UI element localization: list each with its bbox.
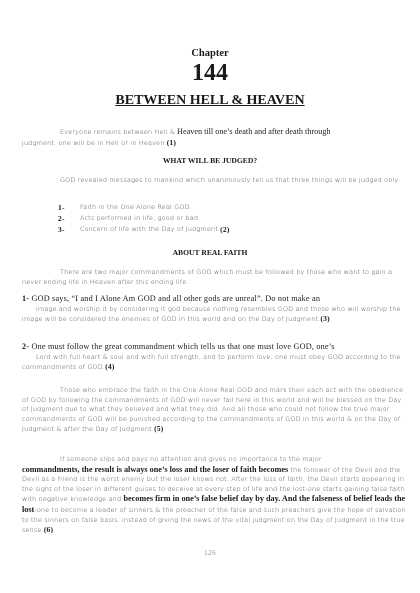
chapter-number: 144	[192, 60, 228, 86]
judged-list	[58, 203, 388, 236]
point-2-rest: Lord with full heart & soul and with full strength, and to perform love, one must obey GOD according to the commandments of GOD.	[22, 352, 401, 372]
intro-serif-text: Heaven till one’s death and after death through	[175, 127, 331, 136]
obedience-ref: (5)	[154, 424, 164, 434]
obedience-paragraph	[22, 386, 406, 435]
list-item: 1- Faith in the One Alone Real GOD.	[58, 203, 193, 212]
point-1	[22, 294, 408, 325]
intro-ref: (1)	[166, 137, 177, 147]
section-heading-judged: WHAT WILL BE JUDGED?	[162, 156, 258, 165]
faith-paragraph	[22, 268, 406, 287]
point-1-label: 1-	[22, 294, 30, 303]
page-number: 126	[203, 550, 217, 557]
intro-thin-text: Everyone remains between Hell &	[60, 128, 175, 136]
section-heading-faith: ABOUT REAL FAITH	[172, 248, 248, 257]
intro-rest-text: judgment, one will be in Hell or in Heaven.	[22, 138, 167, 147]
point-2-label: 2-	[22, 342, 30, 351]
slips-paragraph: If someone slips and pays no attention and gives no importance to the major commandments, the result is always one’s loss and the loser of faith becomes the follower of the Devil and the Devil as a friend is the worst enemy but the loser knows not. After the loss of faith, the Devil starts appearing in the sight of the loser in different guises to deceive at every step of life and the lost-one starts gaining false faith with negative knowledge and becomes firm in one’s false belief day by day. And the falseness of belief leads the lost-one to become a leader of sinners & the preacher of the false and such preachers give the hope of salvation to the sinners on false basis, instead of giving the news of the vital judgment on the Day of Judgment in the true sense.(6)	[22, 455, 406, 535]
list-item: 2- Acts performed in life, good or bad.	[58, 214, 201, 223]
intro-paragraph	[22, 127, 406, 148]
obedience-text: Those who embrace the faith in the One Alone Real GOD and mark their each act with the obedience of GOD by following the commandments of GOD will never fail here in this world and will be blessed on the Day of Judgment due to what they believed and what they did. And all those who could not follow the true major commandments of GOD will be punished according to the commandments of GOD in this world & on the Day of Judgment & after the Day of Judgment.	[22, 386, 404, 434]
point-1-ref: (3)	[320, 314, 330, 324]
chapter-label: Chapter	[191, 48, 229, 59]
point-1-rest: image and worship it by considering it god because nothing resembles GOD and those who will worship the image will be considered the enemies of GOD in this world and on the Day of Judgment.	[22, 304, 401, 324]
faith-text: There are two major commandments of GOD which must be followed by those who want to gain a never ending life in Heaven after this ending life.	[22, 268, 393, 286]
point-2-lead: One must follow the great commandment which tells us that one must love GOD, one’s	[31, 342, 335, 351]
point-2-ref: (4)	[105, 362, 115, 372]
chapter-title: BETWEEN HELL & HEAVEN	[115, 93, 305, 108]
judged-text: GOD revealed messages to mankind which unanimously tell us that three things will be judged only:	[60, 176, 401, 184]
point-1-lead: GOD says, “I and I Alone Am GOD and all other gods are unreal”. Do not make an	[31, 294, 321, 303]
list-item: 3- Concern of life with the Day of Judgment. (2)	[58, 225, 230, 234]
judged-paragraph	[22, 176, 406, 186]
point-2	[22, 342, 408, 373]
